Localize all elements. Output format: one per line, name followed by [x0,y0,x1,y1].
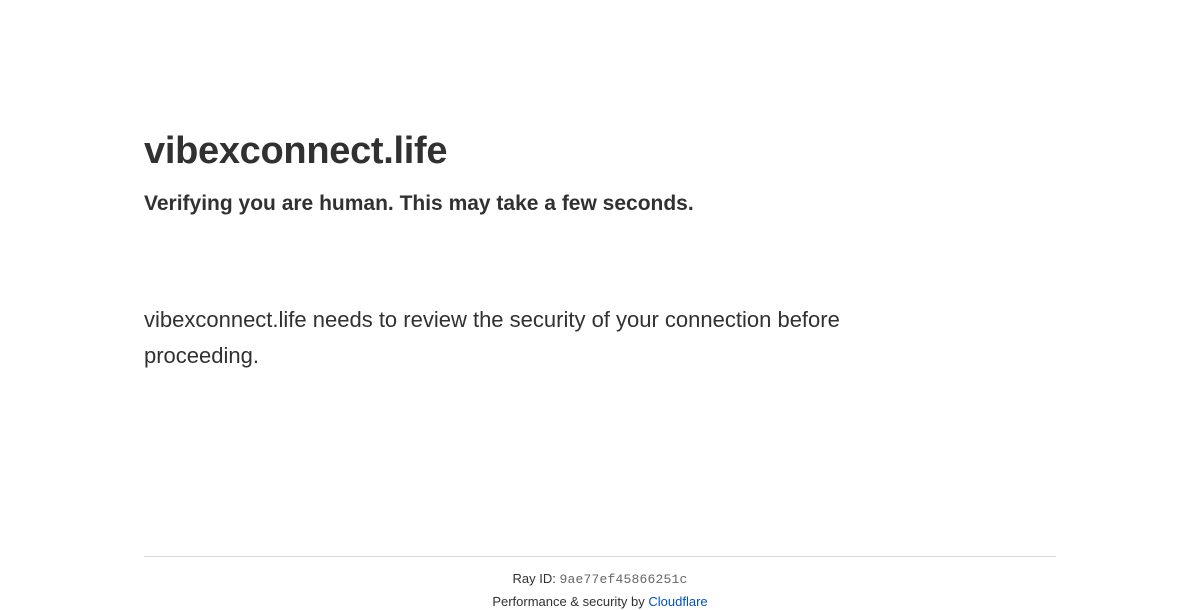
page-title: vibexconnect.life [144,130,448,172]
challenge-description: vibexconnect.life needs to review the security of your connection before proceeding. [144,307,840,368]
challenge-widget-placeholder [144,218,1056,302]
main-content [144,0,1056,374]
ray-id-label: Ray ID: [512,571,556,586]
cloudflare-link[interactable]: Cloudflare [648,594,708,609]
ray-id-line [144,571,1056,588]
ray-id-value: 9ae77ef45866251c [559,572,688,587]
page-footer [144,556,1056,610]
verification-status-heading: Verifying you are human. This may take a few seconds. [144,192,694,215]
performance-line [144,594,1056,610]
performance-prefix: Performance & security by [492,594,649,609]
